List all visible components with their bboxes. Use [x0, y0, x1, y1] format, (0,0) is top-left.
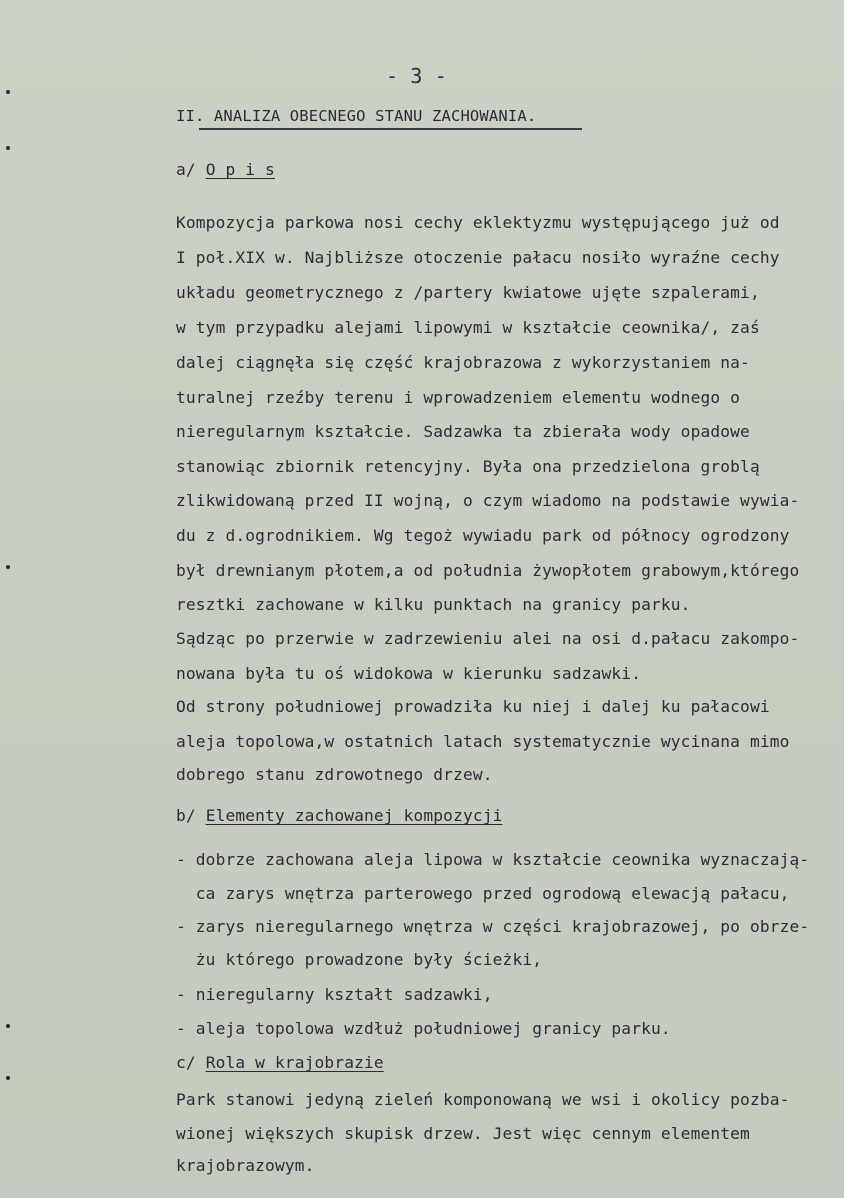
list-item: - dobrze zachowana aleja lipowa w kształcie ceownika wyznaczają- [176, 850, 810, 869]
text-line: stanowiąc zbiornik retencyjny. Była ona przedzielona groblą [176, 457, 760, 476]
subsection-a-prefix: a/ [176, 160, 206, 179]
text-line: Sądząc po przerwie w zadrzewieniu alei na osi d.pałacu zakompo- [176, 629, 800, 648]
binding-hole-mark [6, 146, 10, 150]
subsection-b-title: Elementy zachowanej kompozycji [205, 806, 503, 825]
text-line: resztki zachowane w kilku punktach na granicy parku. [176, 595, 691, 614]
text-line: krajobrazowym. [176, 1156, 315, 1175]
text-line: układu geometrycznego z /partery kwiatowe ujęte szpalerami, [176, 283, 760, 302]
text-line: w tym przypadku alejami lipowymi w kształcie ceownika/, zaś [176, 318, 760, 337]
subsection-b-heading [176, 806, 503, 826]
binding-hole-mark [6, 1024, 10, 1028]
text-line: wionej większych skupisk drzew. Jest więc cennym elementem [176, 1124, 750, 1143]
subsection-b-prefix: b/ [176, 806, 206, 825]
text-line: du z d.ogrodnikiem. Wg tegoż wywiadu park od północy ogrodzony [176, 526, 790, 545]
list-item: - aleja topolowa wzdłuż południowej granicy parku. [176, 1019, 671, 1038]
list-item: - nieregularny kształt sadzawki, [176, 985, 493, 1004]
text-line: dalej ciągnęła się część krajobrazowa z wykorzystaniem na- [176, 353, 750, 372]
list-item: - zarys nieregularnego wnętrza w części krajobrazowej, po obrze- [176, 917, 810, 936]
list-item-continuation: ca zarys wnętrza parterowego przed ogrodową elewacją pałacu, [176, 884, 790, 903]
text-line: dobrego stanu zdrowotnego drzew. [176, 765, 493, 784]
binding-hole-mark [6, 1076, 10, 1080]
text-line: nowana była tu oś widokowa w kierunku sadzawki. [176, 664, 642, 683]
text-line: I poł.XIX w. Najbliższe otoczenie pałacu nosiło wyraźne cechy [176, 248, 780, 267]
binding-hole-mark [6, 565, 10, 569]
subsection-c-heading [176, 1053, 384, 1073]
list-item-continuation: żu którego prowadzone były ścieżki, [176, 950, 543, 969]
text-line: turalnej rzeźby terenu i wprowadzeniem elementu wodnego o [176, 388, 741, 407]
text-line: Kompozycja parkowa nosi cechy eklektyzmu występującego już od [176, 213, 780, 232]
text-line: zlikwidowaną przed II wojną, o czym wiadomo na podstawie wywia- [176, 491, 800, 510]
text-line: był drewnianym płotem,a od południa żywopłotem grabowym,którego [176, 561, 800, 580]
binding-hole-mark [6, 90, 10, 94]
subsection-c-prefix: c/ [176, 1053, 206, 1072]
text-line: nieregularnym kształcie. Sadzawka ta zbierała wody opadowe [176, 422, 750, 441]
subsection-a-title: O p i s [205, 160, 275, 179]
text-line: aleja topolowa,w ostatnich latach systematycznie wycinana mimo [176, 732, 790, 751]
text-line: Od strony południowej prowadziła ku niej i dalej ku pałacowi [176, 697, 770, 716]
page-number: - 3 - [386, 64, 447, 88]
heading-underline [199, 128, 582, 130]
section-heading: II. ANALIZA OBECNEGO STANU ZACHOWANIA. [176, 107, 537, 125]
subsection-c-title: Rola w krajobrazie [205, 1053, 384, 1072]
text-line: Park stanowi jedyną zieleń komponowaną we wsi i okolicy pozba- [176, 1090, 790, 1109]
subsection-a-heading [176, 160, 275, 180]
